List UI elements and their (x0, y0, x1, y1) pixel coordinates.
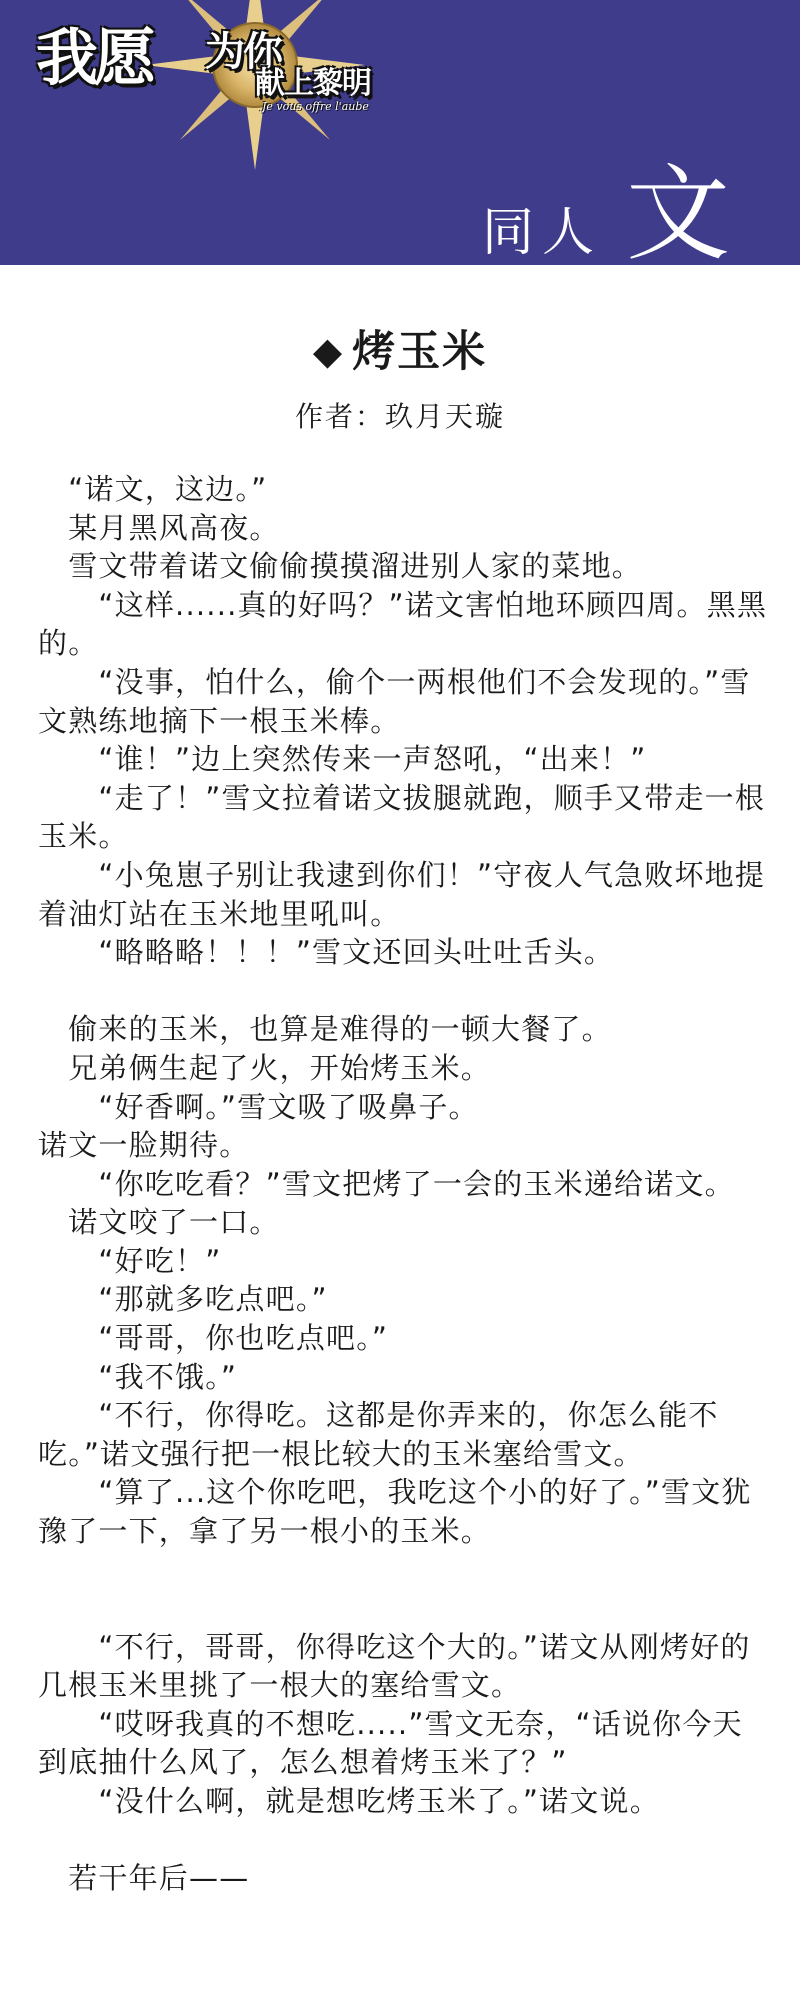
paragraph: “走了！”雪文拉着诺文拔腿就跑，顺手又带走一根玉米。 (38, 780, 766, 854)
paragraph: “好香啊。”雪文吸了吸鼻子。 (38, 1089, 479, 1124)
paragraph: “诺文，这边。” (38, 472, 268, 506)
paragraph: “略略略！！！”雪文还回头吐吐舌头。 (38, 935, 615, 970)
section-label (482, 130, 730, 265)
paragraph: “你吃吃看？”雪文把烤了一会的玉米递给诺文。 (38, 1166, 735, 1201)
author-line: 作者：玖月天璇 (294, 400, 505, 433)
paragraph: “这样......真的好吗？”诺文害怕地环顾四周。黑黑的。 (38, 587, 768, 661)
paragraph: “算了...这个你吃吧，我吃这个小的好了。”雪文犹豫了一下，拿了另一根小的玉米。 (38, 1475, 752, 1549)
paragraph: 诺文一脸期待。 (38, 1128, 250, 1163)
paragraph: 若干年后—— (38, 1861, 250, 1896)
paragraph: “小兔崽子别让我逮到你们！”守夜人气急败坏地提着油灯站在玉米地里吼叫。 (38, 857, 766, 931)
story-title-text: 烤玉米 (352, 327, 488, 377)
paragraph: 诺文咬了一口。 (38, 1205, 280, 1240)
logo-subtitle: Je vous offre l'aube (262, 100, 369, 113)
paragraph: 某月黑风高夜。 (38, 510, 280, 545)
paragraph: “哥哥，你也吃点吧。” (38, 1321, 389, 1356)
paragraph-spacer (38, 1551, 768, 1628)
paragraph: “不行，你得吃。这都是你弄来的，你怎么能不吃。”诺文强行把一根比较大的玉米塞给雪文。 (38, 1398, 719, 1471)
paragraph-spacer (38, 1821, 768, 1860)
section-label-part2: 文 (625, 153, 730, 265)
header-banner (0, 0, 800, 265)
paragraph: “我不饿。” (38, 1359, 238, 1394)
paragraph: “好吃！” (38, 1243, 222, 1278)
logo-text-line3: 献上黎明 (255, 66, 371, 101)
paragraph: 兄弟俩生起了火，开始烤玉米。 (38, 1050, 492, 1085)
paragraph: “没事，怕什么，偷个一两根他们不会发现的。”雪文熟练地摘下一根玉米棒。 (38, 664, 751, 738)
section-label-part1: 同人 (481, 203, 602, 263)
paragraph: “哎呀我真的不想吃.....”雪文无奈，“话说你今天到底抽什么风了，怎么想着烤玉米了？” (38, 1706, 743, 1780)
logo-text-line2: 为你 (205, 28, 281, 75)
paragraph: 偷来的玉米，也算是难得的一顿大餐了。 (38, 1012, 612, 1047)
logo-text-line1: 我愿 (36, 21, 153, 94)
paragraph-spacer (38, 972, 768, 1011)
series-logo (0, 0, 420, 265)
diamond-bullet-icon: ◆ (312, 329, 345, 373)
paragraph: “不行，哥哥，你得吃这个大的。”诺文从刚烤好的几根玉米里挑了一根大的塞给雪文。 (38, 1629, 751, 1703)
paragraph: 雪文带着诺文偷偷摸摸溜进别人家的菜地。 (38, 549, 643, 584)
story-body (38, 470, 768, 1898)
paragraph: “那就多吃点吧。” (38, 1282, 328, 1317)
paragraph: “谁！”边上突然传来一声怒吼，“出来！” (38, 742, 647, 777)
paragraph: “没什么啊，就是想吃烤玉米了。”诺文说。 (38, 1784, 660, 1818)
story-title (0, 318, 800, 379)
